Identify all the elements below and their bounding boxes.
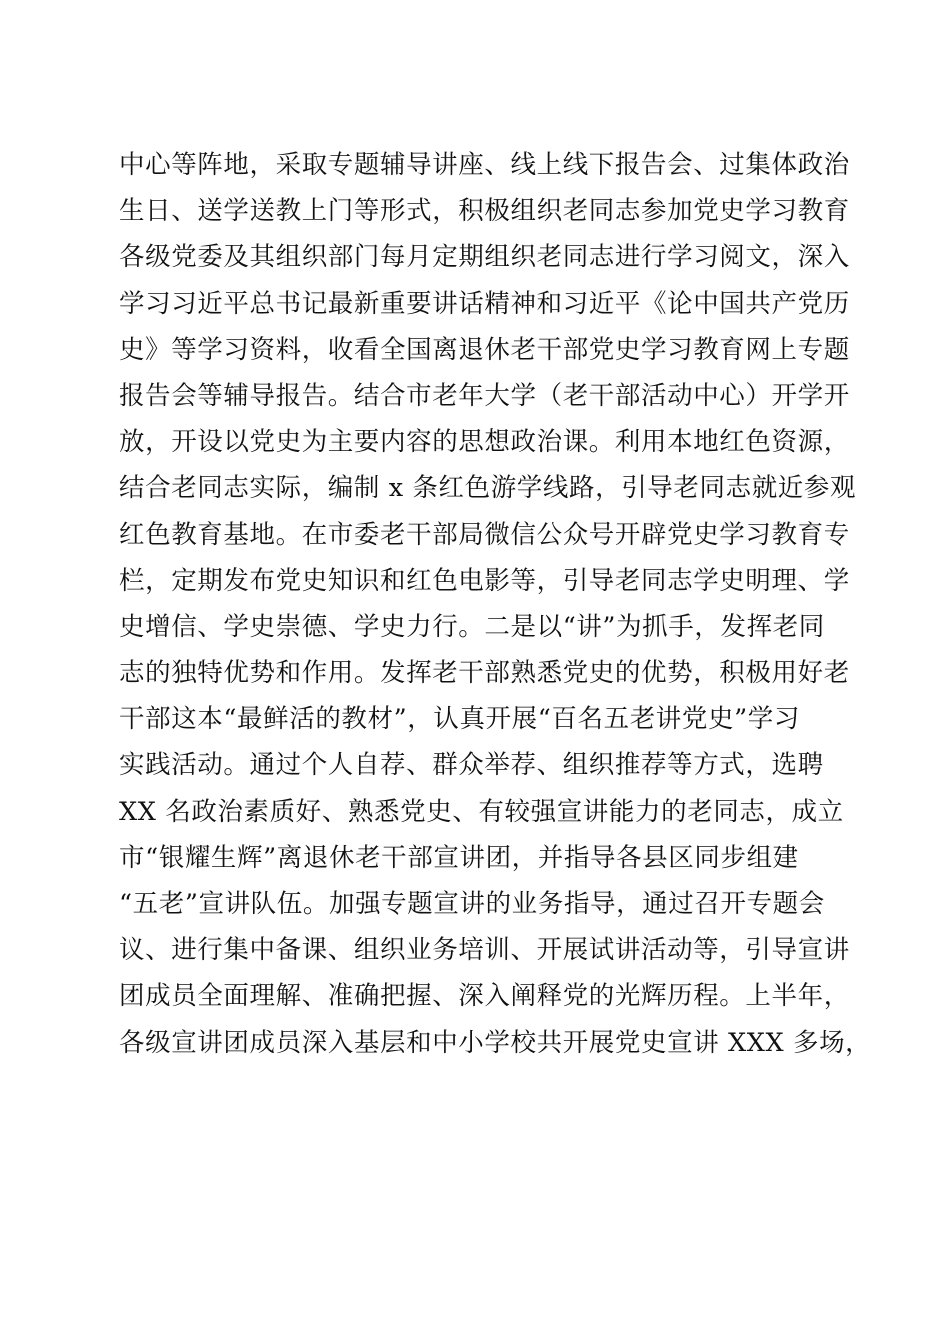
text-line: 市“银耀生辉”离退休老干部宣讲团，并指导各县区同步组建	[119, 842, 799, 873]
text-line: “五老”宣讲队伍。加强专题宣讲的业务指导，通过召开专题会	[119, 889, 825, 919]
text-line: 生日、送学送教上门等形式，积极组织老同志参加党史学习教育	[119, 196, 850, 227]
body-paragraph	[119, 142, 872, 1066]
text-line: XX 名政治素质好、熟悉党史、有较强宣讲能力的老同志，成立	[119, 796, 844, 827]
text-line: 各级党委及其组织部门每月定期组织老同志进行学习阅文，深入	[119, 242, 850, 273]
text-line: 团成员全面理解、准确把握、深入阐释党的光辉历程。上半年，	[119, 981, 850, 1012]
text-line: 史》等学习资料，收看全国离退休老干部党史学习教育网上专题	[119, 334, 850, 365]
text-line: 报告会等辅导报告。结合市老年大学（老干部活动中心）开学开	[119, 380, 850, 411]
text-line: 栏，定期发布党史知识和红色电影等，引导老同志学史明理、学	[119, 565, 850, 596]
text-line: 议、进行集中备课、组织业务培训、开展试讲活动等，引导宣讲	[119, 935, 850, 966]
text-line: 各级宣讲团成员深入基层和中小学校共开展党史宣讲 XXX 多场，	[119, 1027, 872, 1058]
text-line: 学习习近平总书记最新重要讲话精神和习近平《论中国共产党历	[119, 288, 850, 319]
text-line: 志的独特优势和作用。发挥老干部熟悉党史的优势，积极用好老	[119, 658, 850, 689]
text-line: 中心等阵地，采取专题辅导讲座、线上线下报告会、过集体政治	[119, 150, 850, 180]
text-line: 红色教育基地。在市委老干部局微信公众号开辟党史学习教育专	[119, 519, 850, 550]
text-line: 实践活动。通过个人自荐、群众举荐、组织推荐等方式，选聘	[119, 750, 824, 781]
text-line: 放，开设以党史为主要内容的思想政治课。利用本地红色资源，	[119, 427, 850, 458]
text-line: 史增信、学史崇德、学史力行。二是以“讲”为抓手，发挥老同	[119, 611, 825, 642]
text-line: 干部这本“最鲜活的教材”，认真开展“百名五老讲党史”学习	[119, 704, 800, 735]
text-line: 结合老同志实际，编制 x 条红色游学线路，引导老同志就近参观	[119, 473, 857, 504]
